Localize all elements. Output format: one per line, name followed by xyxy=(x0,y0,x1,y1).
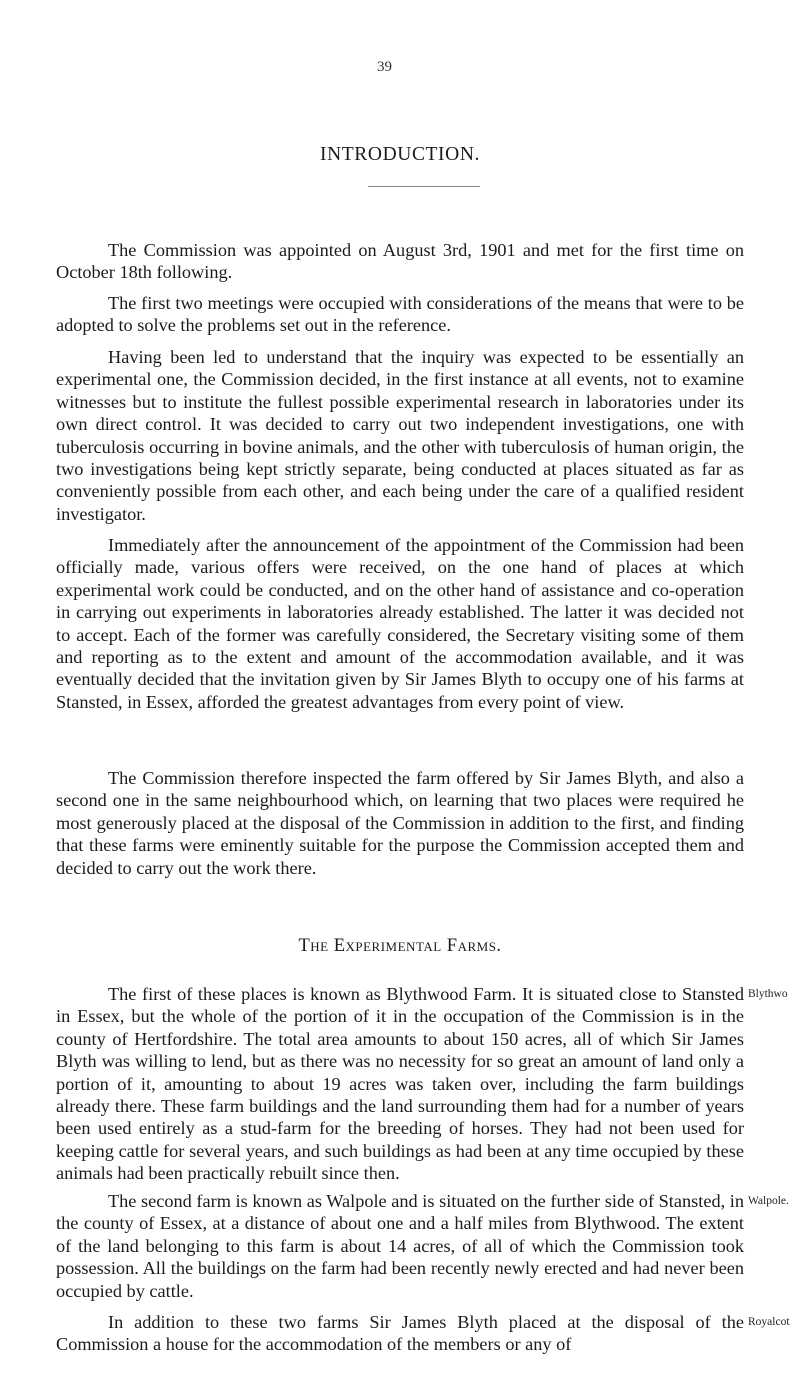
margin-note-royalcot: Royalcot xyxy=(748,1316,790,1328)
paragraph-house-accommodation: In addition to these two farms Sir James Blyth placed at the disposal of the Commission a house for the accommodation of the members or any of xyxy=(56,1312,744,1355)
page-number: 39 xyxy=(377,59,392,75)
paragraph-experimental-inquiry: Having been led to understand that the inquiry was expected to be essentially an experimental one, the Commission decided, in the first instance at all events, not to examine witnesses but to institute the fullest possible experimental research in laboratories under its own direct control. It was decided to carry out two independent investigations, one with tuberculosis occurring in bovine animals, and the other with tuberculosis of human origin, the two investigations being kept strictly separate, being conducted at places situated as far as conveniently possible from each other, and each being under the care of a qualified resident investigator. xyxy=(56,347,744,524)
paragraph-farms-inspected: The Commission therefore inspected the farm offered by Sir James Blyth, and also a second one in the same neighbourhood which, on learning that two places were required he most generously placed at the disposal of the Commission in addition to the first, and finding that these farms were eminently suitable for the purpose the Commission accepted them and decided to carry out the work there. xyxy=(56,768,744,878)
margin-note-blythwood: Blythwo xyxy=(748,988,788,1000)
paragraph-blythwood-farm: The first of these places is known as Blythwood Farm. It is situated close to Stansted in Essex, but the whole of the portion of it in the occupation of the Commission is in the county of Hertfordshire. The total area amounts to about 150 acres, all of which Sir James Blyth was willing to lend, but as there was no necessity for so great an amount of land only a portion of it, amounting to about 19 acres was taken over, including the farm buildings already there. These farm buildings and the land surrounding them had for a number of years been used entirely as a stud-farm for the breeding of horses. They had not been used for keeping cattle for several years, and such buildings as had been at any time occupied by these animals had been practically rebuilt since then. xyxy=(56,984,744,1184)
margin-note-walpole: Walpole. xyxy=(748,1195,789,1207)
page-title: INTRODUCTION. xyxy=(320,144,480,165)
paragraph-first-meetings: The first two meetings were occupied with considerations of the means that were to be adopted to solve the problems set out in the reference. xyxy=(56,293,744,336)
paragraph-walpole-farm: The second farm is known as Walpole and is situated on the further side of Stansted, in the county of Essex, at a distance of about one and a half miles from Blythwood. The extent of the land belonging to this farm is about 14 acres, of all of which the Commission took possession. All the buildings on the farm had been recently newly erected and had never been occupied by cattle. xyxy=(56,1191,744,1301)
title-rule xyxy=(368,186,480,187)
paragraph-commission-appointed: The Commission was appointed on August 3rd, 1901 and met for the first time on October 18th following. xyxy=(56,240,744,283)
paragraph-offers-received: Immediately after the announcement of the appointment of the Commission had been officially made, various offers were received, on the one hand of places at which experimental work could be conducted, and on the other hand of assistance and co-operation in carrying out experiments in laboratories already established. The latter it was decided not to accept. Each of the former was carefully considered, the Secretary visiting some of them and reporting as to the extent and amount of the accommodation available, and it was eventually decided that the invitation given by Sir James Blyth to occupy one of his farms at Stansted, in Essex, afforded the greatest advantages from every point of view. xyxy=(56,535,744,712)
section-heading: The Experimental Farms. xyxy=(298,936,502,956)
